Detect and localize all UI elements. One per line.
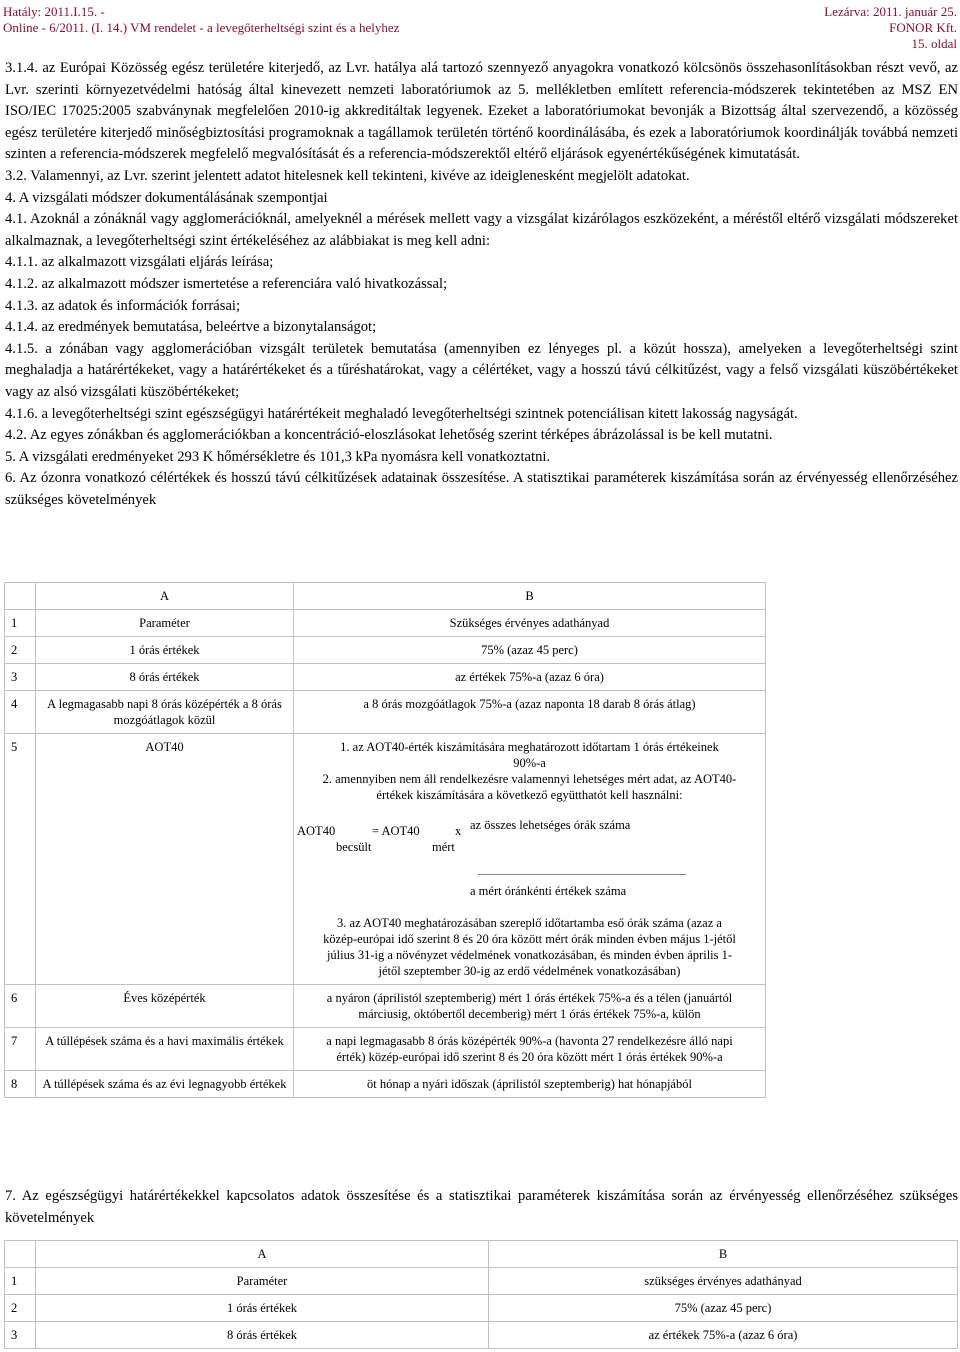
formula-numerator: az összes lehetséges órák száma (470, 818, 631, 832)
paragraph-4-1-4: 4.1.4. az eredmények bemutatása, beleértve a bizonytalanságot; (5, 319, 377, 336)
aot40-rule-3: 3. az AOT40 meghatározásában szereplő időtartamba eső órák száma (azaz a közép-európai idő szerint 8 és 20 óra között mért órák minden évben május 1-jétől július 31-ig a növényzet védelmének vonatkozásában, és minden évben április 1-jétől szeptember 30-ig az erdő védelmének vonatkozásában) (323, 916, 736, 978)
cell-a: 8 órás értékek (36, 664, 294, 691)
row-number: 1 (5, 610, 36, 637)
column-a-header: A (36, 583, 294, 610)
paragraph-3-1-4: 3.1.4. az Európai Közösség egész területére kiterjedő, az Lvr. hatálya alá tartozó szennyező anyagokra vonatkozó kölcsönös összehasonlításokban részt vevő, az Lvr. szerinti környezetvédelmi hatóság által kinevezett nemzeti laboratóriumok az 5. mellékletben említett referencia-módszerek tekintetében az MSZ EN ISO/IEC 17025:2005 szabványnak megfelelően 2010-ig akkreditáltak legyenek. Ezeket a laboratóriumokat bevonják a Bizottság által szervezendő, a közösség egész területére kiterjedő minőségbiztosítási programoknak a tagállamok területén történő koordinálásába, és ezek a laboratóriumok koordinálják továbbá nemzeti szinten a referencia-módszerek megfelelő megvalósítását és a referencia-módszerektől eltérő eljárások egyenértékűségének kimutatását. (5, 60, 958, 163)
page-header (0, 0, 960, 51)
table-row (5, 1295, 958, 1322)
cell-a: Éves középérték (36, 985, 294, 1028)
table-row (5, 1071, 766, 1098)
cell-b: a nyáron (áprilistól szeptemberig) mért 1 órás értékek 75%-a és a télen (januártól márciusig, októbertől decemberig) mért 1 órás értékek 75%-a, külön (294, 985, 766, 1028)
table-cell (5, 583, 36, 610)
table-row (5, 610, 766, 637)
formula-times: x (455, 824, 462, 838)
paragraph-4-1-6: 4.1.6. a levegőterheltségi szint egészségügyi határértékeit meghaladó levegőterheltségi szintnek potenciálisan kitett lakosság nagyságát. (5, 405, 798, 422)
paragraph-4-1-5: 4.1.5. a zónában vagy agglomerációban vizsgált területek bemutatása (amennyiben ez lényeges pl. a közút hossza), amelyeken a levegőterheltségi szint meghaladja a határértékeket, vagy a határértékeket és a tűréshatárokat, vagy a célértéket, vagy a hosszú távú célkitűzést, vagy a felső vizsgálati küszöbértékeket vagy az alsó vizsgálati küszöbértékeket; (5, 340, 958, 400)
heading-4: 4. A vizsgálati módszer dokumentálásának szempontjai (5, 189, 328, 206)
cell-b: a napi legmagasabb 8 órás középérték 90%-a (havonta 27 rendelkezésre álló napi érték) közép-európai idő szerint 8 és 20 óra között mért 1 órás értékek 90%-a (294, 1028, 766, 1071)
aot40-rule-2: 2. amennyiben nem áll rendelkezésre valamennyi lehetséges mért adat, az AOT40-értékek kiszámítására a következő együtthatót kell használni: (322, 772, 737, 802)
row-number: 1 (5, 1268, 36, 1295)
row-number: 2 (5, 637, 36, 664)
cell-a: A legmagasabb napi 8 órás középérték a 8 órás mozgóátlagok közül (36, 691, 294, 734)
aot40-rule-1: 1. az AOT40-érték kiszámítására meghatározott időtartam 1 órás értékeinek 90%-a (340, 740, 719, 770)
cell-b: az értékek 75%-a (azaz 6 óra) (489, 1322, 958, 1349)
formula-aot-left: AOT40 (297, 824, 336, 838)
table-row (5, 664, 766, 691)
formula-equals: = AOT40 (372, 824, 420, 838)
paragraph-4-2: 4.2. Az egyes zónákban és agglomerációkban a koncentráció-eloszlásokat lehetőség szerint térképes ábrázolással is be kell mutatni. (5, 427, 773, 444)
cell-a: 1 órás értékek (36, 1295, 489, 1322)
table-row (5, 1028, 766, 1071)
table-header-row (5, 1241, 958, 1268)
header-closed-date: Lezárva: 2011. január 25. (824, 4, 957, 19)
cell-b: Szükséges érvényes adathányad (294, 610, 766, 637)
column-b-header: B (489, 1241, 958, 1268)
table-row (5, 691, 766, 734)
header-publisher: FONOR Kft. (889, 20, 957, 35)
paragraph-4-1-1: 4.1.1. az alkalmazott vizsgálati eljárás leírása; (5, 254, 274, 271)
formula-fraction-line (478, 874, 686, 875)
header-validity: Hatály: 2011.I.15. - (3, 4, 105, 19)
cell-a: AOT40 (36, 734, 294, 985)
cell-b: szükséges érvényes adathányad (489, 1268, 958, 1295)
aot40-formula (297, 809, 759, 905)
row-number: 6 (5, 985, 36, 1028)
paragraph-5: 5. A vizsgálati eredményeket 293 K hőmérsékletre és 101,3 kPa nyomásra kell vonatkoztatni. (5, 448, 551, 465)
paragraph-4-1: 4.1. Azoknál a zónáknál vagy agglomerációknál, amelyeknél a mérések mellett vagy a vizsgálat kizárólagos eszközeként, a méréstől eltérő vizsgálati módszereket alkalmaznak, a levegőterheltségi szint értékeléséhez az alábbiakat is meg kell adni: (5, 211, 958, 249)
column-b-header: B (294, 583, 766, 610)
table-header-row (5, 583, 766, 610)
header-page-number: 15. oldal (911, 36, 957, 51)
cell-b-aot40 (294, 734, 766, 985)
cell-b: a 8 órás mozgóátlagok 75%-a (azaz naponta 18 darab 8 órás átlag) (294, 691, 766, 734)
table-row (5, 1268, 958, 1295)
cell-a: A túllépések száma és a havi maximális értékek (36, 1028, 294, 1071)
header-right (824, 4, 957, 52)
ozone-requirements-table (4, 582, 766, 1098)
row-number: 5 (5, 734, 36, 985)
paragraph-6: 6. Az ózonra vonatkozó célértékek és hosszú távú célkitűzések adatainak összesítése. A statisztikai paraméterek kiszámítása során az érvényesség ellenőrzéséhez szükséges követelmények (5, 470, 958, 508)
row-number: 3 (5, 1322, 36, 1349)
cell-b: az értékek 75%-a (azaz 6 óra) (294, 664, 766, 691)
column-a-header: A (36, 1241, 489, 1268)
formula-becsult: becsült (336, 840, 372, 854)
cell-b: 75% (azaz 45 perc) (294, 637, 766, 664)
cell-a: A túllépések száma és az évi legnagyobb értékek (36, 1071, 294, 1098)
paragraph-3-2: 3.2. Valamennyi, az Lvr. szerint jelentett adatot hitelesnek kell tekinteni, kivéve az ideiglenesként megjelölt adatokat. (5, 167, 690, 184)
cell-a: 1 órás értékek (36, 637, 294, 664)
paragraph-7: 7. Az egészségügyi határértékekkel kapcsolatos adatok összesítése és a statisztikai paraméterek kiszámítása során az érvényesség ellenőrzéséhez szükséges követelmények (5, 1188, 958, 1226)
formula-denominator: a mért óránkénti értékek száma (470, 884, 627, 898)
table-row-aot40 (5, 734, 766, 985)
row-number: 7 (5, 1028, 36, 1071)
document-body (5, 58, 958, 511)
health-limit-requirements-table (4, 1240, 958, 1349)
header-document-title: Online - 6/2011. (I. 14.) VM rendelet - a levegőterheltségi szint és a helyhez (3, 20, 400, 35)
cell-b: öt hónap a nyári időszak (áprilistól szeptemberig) hat hónapjából (294, 1071, 766, 1098)
table-row (5, 985, 766, 1028)
cell-a: Paraméter (36, 610, 294, 637)
table-row (5, 1322, 958, 1349)
cell-b: 75% (azaz 45 perc) (489, 1295, 958, 1322)
paragraph-4-1-3: 4.1.3. az adatok és információk forrásai; (5, 297, 241, 314)
header-left (3, 4, 399, 36)
formula-mert: mért (432, 840, 455, 854)
paragraph-4-1-2: 4.1.2. az alkalmazott módszer ismertetése a referenciára való hivatkozással; (5, 275, 448, 292)
cell-a: Paraméter (36, 1268, 489, 1295)
row-number: 3 (5, 664, 36, 691)
row-number: 4 (5, 691, 36, 734)
table-row (5, 637, 766, 664)
row-number: 8 (5, 1071, 36, 1098)
cell-a: 8 órás értékek (36, 1322, 489, 1349)
table-cell (5, 1241, 36, 1268)
row-number: 2 (5, 1295, 36, 1322)
